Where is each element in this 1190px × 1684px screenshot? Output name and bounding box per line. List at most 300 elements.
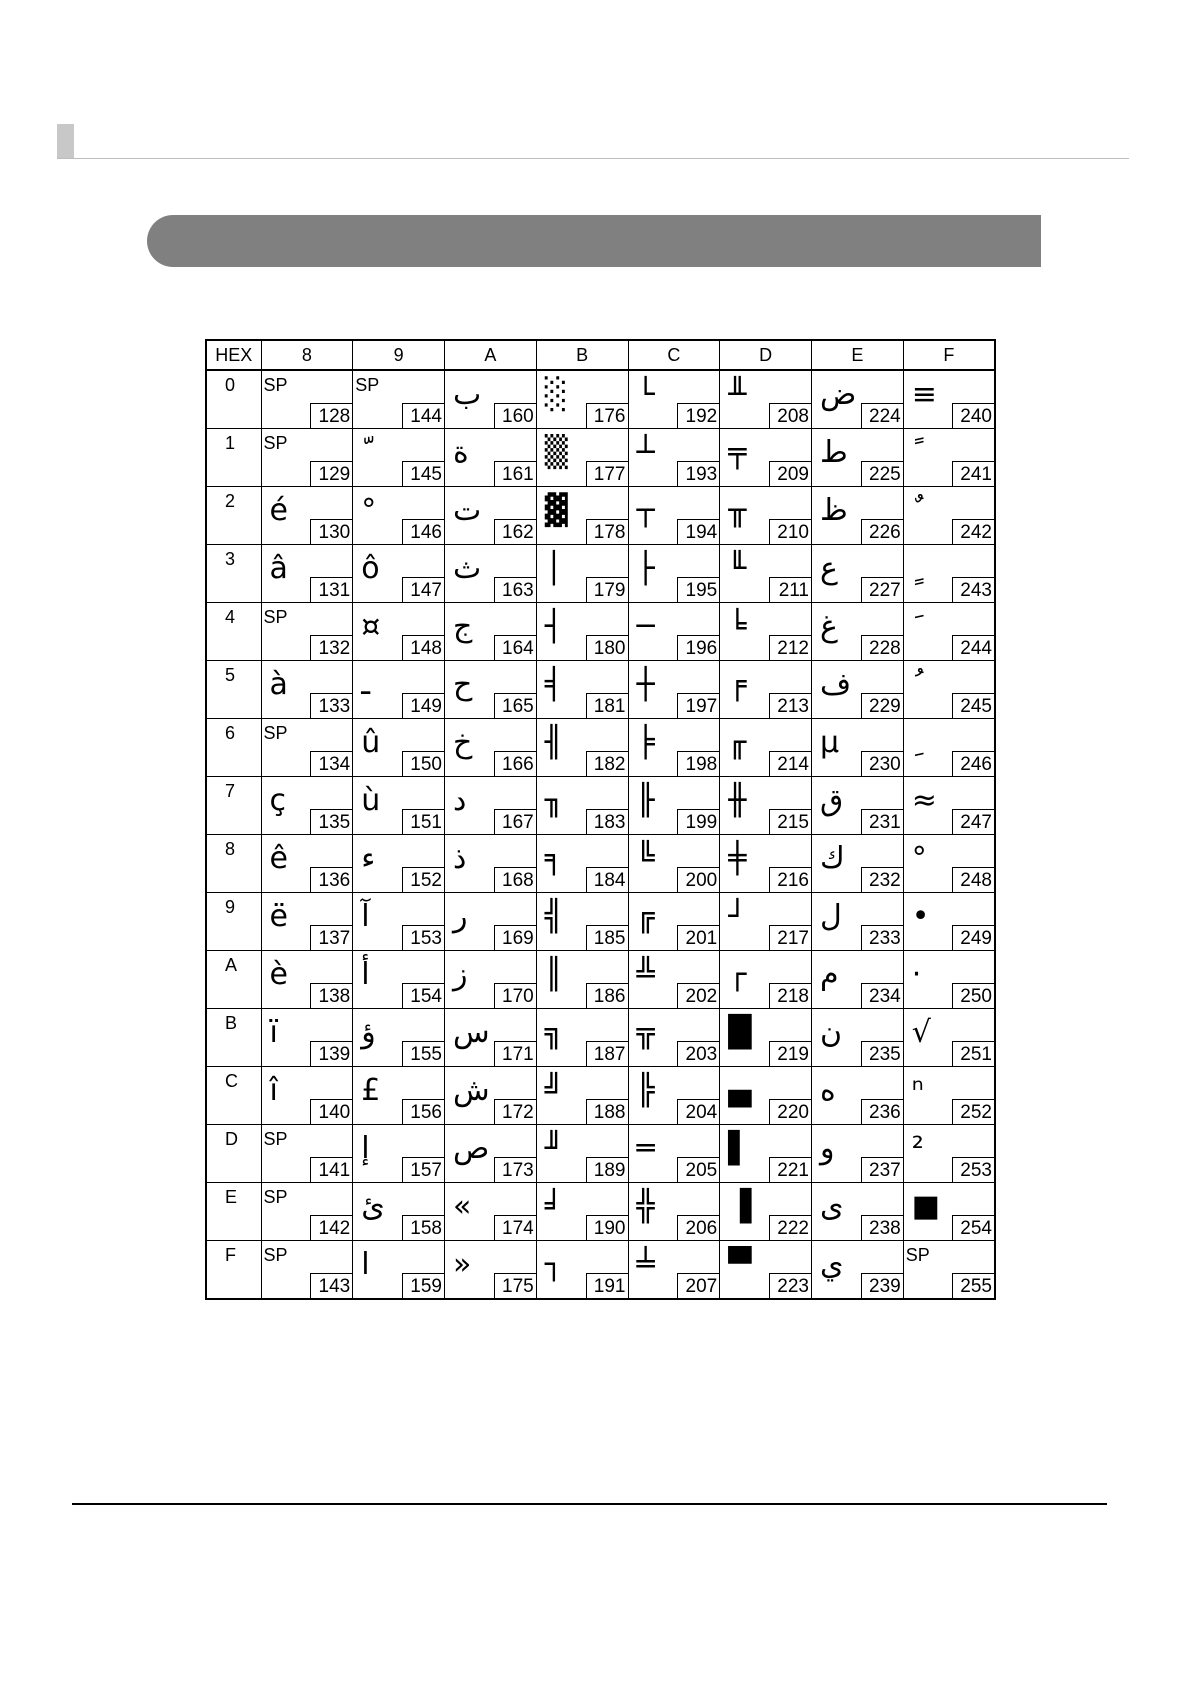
character-glyph: ╓ bbox=[728, 725, 747, 760]
char-cell bbox=[628, 1125, 720, 1183]
char-cell bbox=[353, 1183, 445, 1241]
column-header: A bbox=[445, 340, 537, 370]
decimal-code: 164 bbox=[494, 635, 536, 660]
decimal-code: 191 bbox=[586, 1273, 628, 1298]
char-cell bbox=[903, 1125, 995, 1183]
char-cell bbox=[353, 1241, 445, 1300]
char-cell bbox=[628, 1183, 720, 1241]
table-row bbox=[206, 1183, 995, 1241]
decimal-code: 178 bbox=[586, 519, 628, 544]
character-glyph: ز bbox=[453, 957, 468, 992]
decimal-code: 179 bbox=[586, 577, 628, 602]
char-cell bbox=[812, 1241, 904, 1300]
decimal-code: 196 bbox=[677, 635, 719, 660]
char-cell bbox=[812, 661, 904, 719]
decimal-code: 224 bbox=[861, 403, 903, 428]
char-cell bbox=[720, 429, 812, 487]
table-row bbox=[206, 835, 995, 893]
char-cell bbox=[720, 487, 812, 545]
row-hex-label: 0 bbox=[206, 370, 261, 429]
char-cell bbox=[445, 487, 537, 545]
character-glyph: ┐ bbox=[544, 1247, 563, 1282]
char-cell bbox=[720, 1241, 812, 1300]
decimal-code: 169 bbox=[494, 925, 536, 950]
character-glyph: û bbox=[361, 725, 381, 760]
character-glyph: ô bbox=[361, 551, 380, 586]
table-row bbox=[206, 893, 995, 951]
char-cell bbox=[628, 1009, 720, 1067]
decimal-code: 239 bbox=[861, 1273, 903, 1298]
table-row bbox=[206, 719, 995, 777]
character-glyph: ╚ bbox=[636, 841, 655, 876]
char-cell bbox=[812, 835, 904, 893]
row-hex-label: 9 bbox=[206, 893, 261, 951]
decimal-code: 220 bbox=[769, 1099, 811, 1124]
decimal-code: 246 bbox=[952, 751, 994, 776]
character-glyph: ل bbox=[820, 899, 842, 934]
char-cell bbox=[261, 1241, 353, 1300]
decimal-code: 181 bbox=[586, 693, 628, 718]
decimal-code: 153 bbox=[402, 925, 444, 950]
decimal-code: 128 bbox=[310, 403, 352, 428]
char-cell bbox=[628, 835, 720, 893]
char-cell bbox=[812, 487, 904, 545]
decimal-code: 198 bbox=[677, 751, 719, 776]
decimal-code: 218 bbox=[769, 983, 811, 1008]
char-cell bbox=[536, 1183, 628, 1241]
char-cell bbox=[353, 719, 445, 777]
character-glyph: ° bbox=[911, 841, 927, 876]
character-glyph: ▒ bbox=[544, 435, 568, 470]
section-banner bbox=[147, 215, 1041, 267]
section-marker bbox=[57, 124, 74, 158]
char-cell bbox=[903, 1241, 995, 1300]
character-glyph: ج bbox=[453, 609, 473, 644]
character-glyph: ╫ bbox=[728, 783, 747, 818]
decimal-code: 216 bbox=[769, 867, 811, 892]
char-cell bbox=[445, 1009, 537, 1067]
decimal-code: 244 bbox=[952, 635, 994, 660]
char-cell bbox=[628, 1067, 720, 1125]
char-cell bbox=[812, 719, 904, 777]
character-glyph: » bbox=[453, 1247, 472, 1282]
char-cell bbox=[445, 1183, 537, 1241]
character-glyph: إ bbox=[361, 1131, 370, 1166]
character-glyph: ï bbox=[269, 1015, 278, 1050]
character-glyph: ع bbox=[820, 551, 838, 586]
char-cell bbox=[261, 545, 353, 603]
character-glyph: ╝ bbox=[544, 1073, 563, 1108]
decimal-code: 129 bbox=[310, 461, 352, 486]
character-glyph: î bbox=[269, 1073, 278, 1108]
decimal-code: 240 bbox=[952, 403, 994, 428]
decimal-code: 139 bbox=[310, 1041, 352, 1066]
hex-corner-label: HEX bbox=[206, 340, 261, 370]
char-cell bbox=[536, 603, 628, 661]
char-cell bbox=[353, 1125, 445, 1183]
table-row bbox=[206, 370, 995, 429]
character-glyph: « bbox=[453, 1189, 472, 1224]
decimal-code: 247 bbox=[952, 809, 994, 834]
character-glyph: ▄ bbox=[728, 1073, 752, 1108]
character-glyph: ▓ bbox=[544, 493, 568, 528]
decimal-code: 213 bbox=[769, 693, 811, 718]
char-cell bbox=[261, 370, 353, 429]
character-glyph: ئ bbox=[361, 1189, 385, 1224]
decimal-code: 171 bbox=[494, 1041, 536, 1066]
character-glyph: ن bbox=[820, 1015, 843, 1050]
character-glyph: ╜ bbox=[544, 1131, 563, 1166]
char-cell bbox=[536, 893, 628, 951]
decimal-code: 200 bbox=[677, 867, 719, 892]
table-row bbox=[206, 951, 995, 1009]
row-hex-label: 3 bbox=[206, 545, 261, 603]
char-cell bbox=[812, 545, 904, 603]
decimal-code: 130 bbox=[310, 519, 352, 544]
char-cell bbox=[353, 487, 445, 545]
character-glyph: ط bbox=[820, 435, 848, 470]
decimal-code: 214 bbox=[769, 751, 811, 776]
decimal-code: 150 bbox=[402, 751, 444, 776]
decimal-code: 204 bbox=[677, 1099, 719, 1124]
char-cell bbox=[903, 661, 995, 719]
column-header: 9 bbox=[353, 340, 445, 370]
char-cell bbox=[261, 487, 353, 545]
decimal-code: 249 bbox=[952, 925, 994, 950]
decimal-code: 140 bbox=[310, 1099, 352, 1124]
character-glyph: └ bbox=[636, 377, 655, 412]
decimal-code: 254 bbox=[952, 1215, 994, 1240]
decimal-code: 236 bbox=[861, 1099, 903, 1124]
character-glyph: ■ bbox=[911, 1189, 941, 1224]
char-cell bbox=[812, 603, 904, 661]
character-glyph: ي bbox=[820, 1247, 844, 1282]
decimal-code: 250 bbox=[952, 983, 994, 1008]
character-glyph: ê bbox=[269, 841, 288, 876]
character-glyph: ├ bbox=[636, 551, 655, 586]
decimal-code: 242 bbox=[952, 519, 994, 544]
char-cell bbox=[720, 1009, 812, 1067]
char-cell bbox=[445, 893, 537, 951]
column-header: 8 bbox=[261, 340, 353, 370]
character-glyph: √ bbox=[911, 1015, 931, 1050]
character-glyph: ╒ bbox=[728, 667, 747, 702]
char-cell bbox=[261, 951, 353, 1009]
row-hex-label: D bbox=[206, 1125, 261, 1183]
decimal-code: 192 bbox=[677, 403, 719, 428]
row-hex-label: F bbox=[206, 1241, 261, 1300]
character-glyph: ≈ bbox=[911, 783, 937, 818]
character-glyph: £ bbox=[361, 1073, 381, 1108]
char-cell bbox=[536, 661, 628, 719]
decimal-code: 209 bbox=[769, 461, 811, 486]
decimal-code: 187 bbox=[586, 1041, 628, 1066]
decimal-code: 208 bbox=[769, 403, 811, 428]
decimal-code: 241 bbox=[952, 461, 994, 486]
char-cell bbox=[445, 719, 537, 777]
decimal-code: 188 bbox=[586, 1099, 628, 1124]
column-header: F bbox=[903, 340, 995, 370]
character-glyph: ك bbox=[820, 841, 845, 876]
char-cell bbox=[720, 719, 812, 777]
character-glyph: ص bbox=[453, 1131, 490, 1166]
char-cell bbox=[353, 1009, 445, 1067]
char-cell bbox=[445, 1241, 537, 1300]
char-cell bbox=[445, 661, 537, 719]
char-cell bbox=[903, 1183, 995, 1241]
decimal-code: 227 bbox=[861, 577, 903, 602]
decimal-code: 190 bbox=[586, 1215, 628, 1240]
decimal-code: 235 bbox=[861, 1041, 903, 1066]
character-glyph: ؤ bbox=[361, 1015, 376, 1050]
decimal-code: 212 bbox=[769, 635, 811, 660]
table-row bbox=[206, 1125, 995, 1183]
row-hex-label: 6 bbox=[206, 719, 261, 777]
character-glyph: ═ bbox=[636, 1131, 655, 1166]
character-glyph: ض bbox=[820, 377, 857, 412]
char-cell bbox=[720, 835, 812, 893]
char-cell bbox=[720, 1125, 812, 1183]
char-cell bbox=[261, 1009, 353, 1067]
decimal-code: 180 bbox=[586, 635, 628, 660]
decimal-code: 230 bbox=[861, 751, 903, 776]
decimal-code: 131 bbox=[310, 577, 352, 602]
table-row bbox=[206, 1067, 995, 1125]
char-cell bbox=[720, 1067, 812, 1125]
char-cell bbox=[536, 1241, 628, 1300]
decimal-code: 177 bbox=[586, 461, 628, 486]
decimal-code: 144 bbox=[402, 403, 444, 428]
footer-divider bbox=[72, 1503, 1107, 1505]
char-cell bbox=[536, 777, 628, 835]
char-cell bbox=[812, 1009, 904, 1067]
row-hex-label: E bbox=[206, 1183, 261, 1241]
row-hex-label: 5 bbox=[206, 661, 261, 719]
char-cell bbox=[628, 777, 720, 835]
decimal-code: 253 bbox=[952, 1157, 994, 1182]
decimal-code: 184 bbox=[586, 867, 628, 892]
char-cell bbox=[536, 429, 628, 487]
character-glyph: أ bbox=[361, 957, 370, 992]
column-header: C bbox=[628, 340, 720, 370]
char-cell bbox=[720, 370, 812, 429]
character-glyph: SP bbox=[263, 607, 288, 627]
decimal-code: 168 bbox=[494, 867, 536, 892]
char-cell bbox=[261, 893, 353, 951]
character-glyph: SP bbox=[263, 375, 288, 395]
character-glyph: ╢ bbox=[544, 725, 563, 760]
char-cell bbox=[812, 893, 904, 951]
table-row bbox=[206, 487, 995, 545]
char-cell bbox=[536, 1067, 628, 1125]
decimal-code: 217 bbox=[769, 925, 811, 950]
decimal-code: 163 bbox=[494, 577, 536, 602]
char-cell bbox=[628, 603, 720, 661]
decimal-code: 183 bbox=[586, 809, 628, 834]
decimal-code: 173 bbox=[494, 1157, 536, 1182]
char-cell bbox=[812, 951, 904, 1009]
char-cell bbox=[720, 603, 812, 661]
character-glyph: ┌ bbox=[728, 957, 747, 992]
decimal-code: 229 bbox=[861, 693, 903, 718]
header-divider bbox=[57, 158, 1129, 159]
char-cell bbox=[353, 429, 445, 487]
character-glyph: à bbox=[269, 667, 288, 702]
char-cell bbox=[353, 545, 445, 603]
character-glyph: ة bbox=[453, 435, 469, 470]
decimal-code: 146 bbox=[402, 519, 444, 544]
decimal-code: 136 bbox=[310, 867, 352, 892]
character-glyph: ╤ bbox=[728, 435, 747, 470]
character-glyph: خ bbox=[453, 725, 473, 760]
character-glyph: ▌ bbox=[728, 1131, 752, 1166]
char-cell bbox=[628, 661, 720, 719]
character-glyph: ا bbox=[361, 1247, 370, 1282]
char-cell bbox=[536, 370, 628, 429]
table-body bbox=[206, 370, 995, 1299]
decimal-code: 210 bbox=[769, 519, 811, 544]
decimal-code: 145 bbox=[402, 461, 444, 486]
decimal-code: 176 bbox=[586, 403, 628, 428]
character-glyph: ╠ bbox=[636, 1073, 655, 1108]
decimal-code: 161 bbox=[494, 461, 536, 486]
decimal-code: 222 bbox=[769, 1215, 811, 1240]
char-cell bbox=[536, 487, 628, 545]
character-glyph: ى bbox=[820, 1189, 844, 1224]
character-glyph: µ bbox=[820, 725, 840, 760]
decimal-code: 138 bbox=[310, 983, 352, 1008]
table-header-row bbox=[206, 340, 995, 370]
char-cell bbox=[903, 429, 995, 487]
character-glyph: ╗ bbox=[544, 1015, 563, 1050]
char-cell bbox=[261, 661, 353, 719]
char-cell bbox=[903, 951, 995, 1009]
char-cell bbox=[812, 429, 904, 487]
character-glyph: è bbox=[269, 957, 288, 992]
char-cell bbox=[628, 545, 720, 603]
char-cell bbox=[628, 370, 720, 429]
decimal-code: 160 bbox=[494, 403, 536, 428]
table-row bbox=[206, 545, 995, 603]
decimal-code: 215 bbox=[769, 809, 811, 834]
char-cell bbox=[445, 429, 537, 487]
decimal-code: 157 bbox=[402, 1157, 444, 1182]
char-cell bbox=[261, 777, 353, 835]
character-glyph: ╖ bbox=[544, 783, 563, 818]
character-glyph: ² bbox=[911, 1131, 924, 1166]
decimal-code: 143 bbox=[310, 1273, 352, 1298]
decimal-code: 166 bbox=[494, 751, 536, 776]
character-glyph: ▀ bbox=[728, 1247, 752, 1282]
character-glyph: ت bbox=[453, 493, 482, 528]
decimal-code: 182 bbox=[586, 751, 628, 776]
char-cell bbox=[720, 545, 812, 603]
character-glyph: │ bbox=[544, 551, 563, 586]
character-glyph: س bbox=[453, 1015, 490, 1050]
character-glyph: ب bbox=[453, 377, 482, 412]
decimal-code: 225 bbox=[861, 461, 903, 486]
character-code-table bbox=[205, 339, 996, 1300]
decimal-code: 234 bbox=[861, 983, 903, 1008]
character-glyph: ç bbox=[269, 783, 286, 818]
decimal-code: 155 bbox=[402, 1041, 444, 1066]
char-cell bbox=[261, 719, 353, 777]
decimal-code: 228 bbox=[861, 635, 903, 660]
decimal-code: 185 bbox=[586, 925, 628, 950]
character-glyph: ء bbox=[361, 841, 376, 876]
character-glyph: ث bbox=[453, 551, 482, 586]
column-header: E bbox=[812, 340, 904, 370]
char-cell bbox=[261, 603, 353, 661]
char-cell bbox=[353, 661, 445, 719]
character-glyph: ذ bbox=[453, 841, 467, 876]
char-cell bbox=[720, 893, 812, 951]
character-glyph: • bbox=[911, 899, 930, 934]
char-cell bbox=[445, 545, 537, 603]
character-glyph: ù bbox=[361, 783, 381, 818]
decimal-code: 245 bbox=[952, 693, 994, 718]
decimal-code: 194 bbox=[677, 519, 719, 544]
decimal-code: 135 bbox=[310, 809, 352, 834]
decimal-code: 238 bbox=[861, 1215, 903, 1240]
character-glyph: · bbox=[911, 957, 922, 992]
char-cell bbox=[261, 429, 353, 487]
char-cell bbox=[536, 545, 628, 603]
char-cell bbox=[445, 1125, 537, 1183]
char-cell bbox=[812, 370, 904, 429]
char-cell bbox=[353, 1067, 445, 1125]
char-cell bbox=[445, 603, 537, 661]
char-cell bbox=[536, 951, 628, 1009]
char-cell bbox=[903, 893, 995, 951]
char-cell bbox=[903, 603, 995, 661]
row-hex-label: A bbox=[206, 951, 261, 1009]
char-cell bbox=[261, 1067, 353, 1125]
decimal-code: 233 bbox=[861, 925, 903, 950]
char-cell bbox=[903, 487, 995, 545]
character-glyph: SP bbox=[263, 1129, 288, 1149]
character-glyph: █ bbox=[728, 1015, 752, 1050]
char-cell bbox=[812, 1067, 904, 1125]
character-glyph: ╦ bbox=[636, 1015, 655, 1050]
character-glyph: ° bbox=[361, 493, 377, 528]
row-hex-label: 2 bbox=[206, 487, 261, 545]
character-glyph: é bbox=[269, 493, 288, 528]
table-row bbox=[206, 777, 995, 835]
decimal-code: 162 bbox=[494, 519, 536, 544]
character-glyph: ╕ bbox=[544, 841, 563, 876]
char-cell bbox=[628, 429, 720, 487]
char-cell bbox=[536, 835, 628, 893]
decimal-code: 151 bbox=[402, 809, 444, 834]
column-header: D bbox=[720, 340, 812, 370]
decimal-code: 152 bbox=[402, 867, 444, 892]
decimal-code: 206 bbox=[677, 1215, 719, 1240]
character-glyph: ▐ bbox=[728, 1189, 752, 1224]
character-glyph: د bbox=[453, 783, 467, 818]
char-cell bbox=[628, 893, 720, 951]
character-glyph: ≡ bbox=[911, 377, 937, 412]
decimal-code: 207 bbox=[677, 1273, 719, 1298]
char-cell bbox=[445, 835, 537, 893]
char-cell bbox=[353, 603, 445, 661]
character-glyph: ╙ bbox=[728, 551, 747, 586]
char-cell bbox=[261, 835, 353, 893]
char-cell bbox=[628, 951, 720, 1009]
decimal-code: 193 bbox=[677, 461, 719, 486]
character-glyph: ┘ bbox=[728, 899, 747, 934]
character-glyph: SP bbox=[263, 1187, 288, 1207]
